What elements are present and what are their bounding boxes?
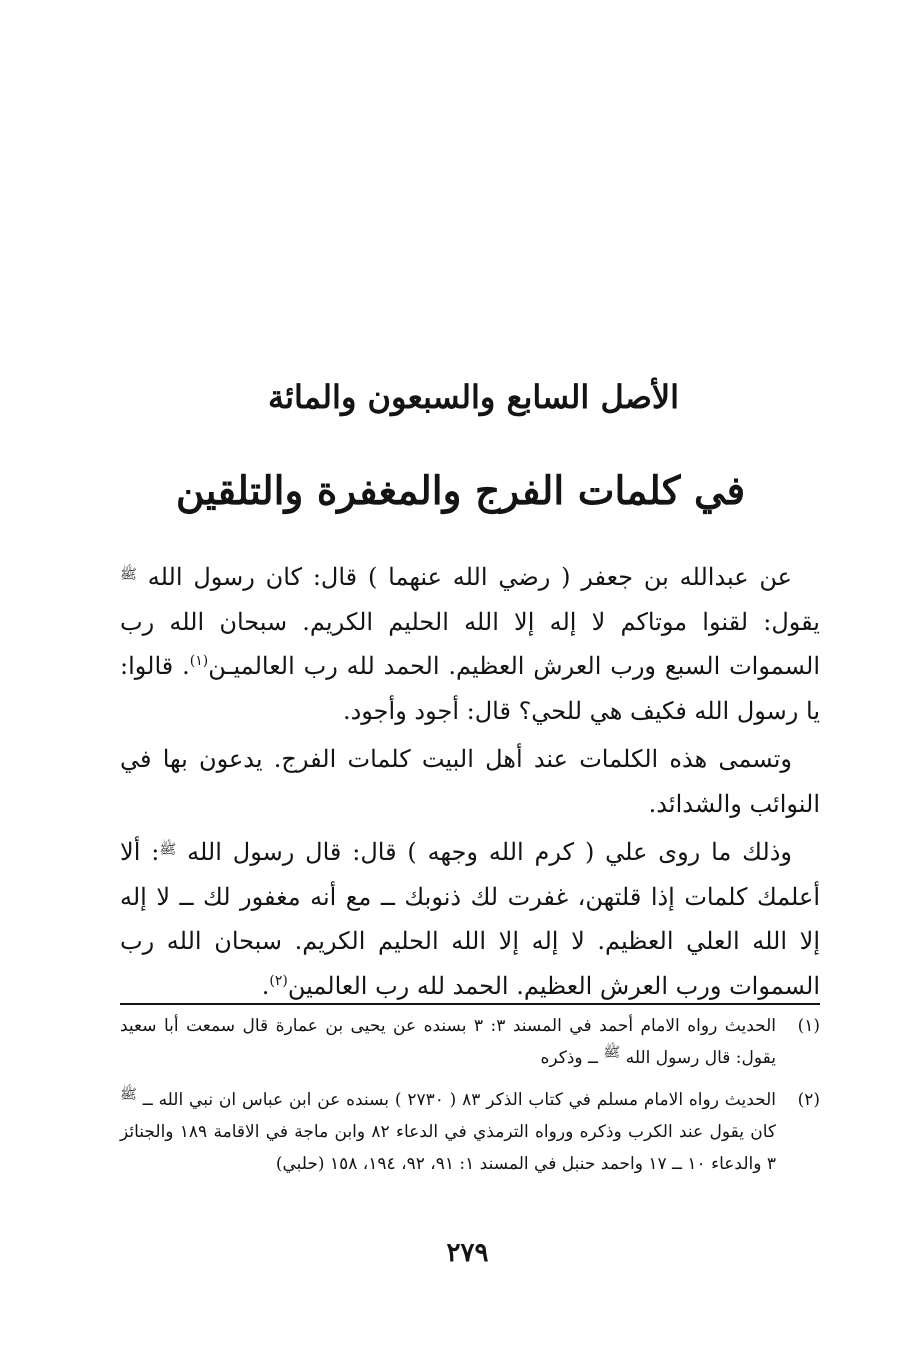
section-title: الأصل السابع والسبعون والمائة	[267, 378, 679, 416]
paragraph-3-text-c: .	[261, 971, 270, 1000]
section-subtitle: في كلمات الفرج والمغفرة والتلقين	[175, 468, 746, 514]
footnote-ref-1[interactable]: (١)	[189, 653, 209, 669]
paragraph-1-text-c: . قالوا: يا رسول الله فكيف هي للحي؟ قال: أجود وأجود.	[120, 652, 820, 725]
footnote-ref-2[interactable]: (٢)	[269, 972, 288, 989]
footnote-2-text-a: الحديث رواه الامام مسلم في كتاب الذكر ٨٣ ( ٢٧٣٠ ) بسنده عن ابن عباس ان نبي الله ــ	[142, 1090, 776, 1110]
honorific-symbol: ﷺ	[603, 1044, 621, 1061]
page-number: ٢٧٩	[446, 1238, 489, 1268]
paragraph-3-text-b: : ألا أعلمك كلمات إذا قلتهن، غفرت لك ذنوبك ــ مع أنه مغفور لك ــ لا إله إلا الله العلي العظيم. لا إله إلا الله الحليم الكريم. سبحان الله رب السموات ورب العرش العظيم. الحمد لله رب العالمين	[120, 838, 820, 1000]
footnote-number: (٢)	[797, 1090, 820, 1110]
honorific-symbol: ﷺ	[120, 566, 137, 583]
footnote-divider	[120, 1003, 820, 1005]
paragraph-1-text-b: يقول: لقنوا موتاكم لا إله إلا الله الحليم الكريم. سبحان الله رب السموات السبع ورب العرش العظيم. الحمد لله رب العالميـن	[120, 607, 820, 680]
footnote-1-text-b: ــ وذكره	[540, 1048, 598, 1068]
paragraph-3	[120, 830, 820, 1008]
main-text	[120, 555, 820, 1008]
footnote-number: (١)	[797, 1016, 820, 1036]
honorific-symbol: ﷺ	[120, 1086, 137, 1103]
paragraph-2: وتسمى هذه الكلمات عند أهل البيت كلمات الفرج. يدعون بها في النوائب والشدائد.	[120, 745, 820, 818]
footnote-1	[120, 1010, 820, 1074]
footnotes	[120, 1010, 820, 1190]
footnote-2-text-b: كان يقول عند الكرب وذكره ورواه الترمذي في الدعاء ٨٢ وابن ماجة في الاقامة ١٨٩ والجنائز ٣ والدعاء ١٠ ــ ١٧ واحمد حنبل في المسند ١: ٩١، ٩٢، ١٩٤، ١٥٨ (حلبي)	[120, 1122, 776, 1174]
paragraph-3-text-a: وذلك ما روى علي ( كرم الله وجهه ) قال: قال رسول الله	[187, 838, 792, 866]
honorific-symbol: ﷺ	[159, 841, 177, 858]
paragraph-1	[120, 555, 820, 733]
footnote-1-text-a: الحديث رواه الامام أحمد في المسند ٣: ٣ بسنده عن يحيى بن عمارة قال سمعت أبا سعيد يقول: قال رسول الله	[120, 1016, 776, 1068]
paragraph-1-text-a: عن عبدالله بن جعفر ( رضي الله عنهما ) قال: كان رسول الله	[147, 563, 792, 591]
footnote-2	[120, 1084, 820, 1180]
